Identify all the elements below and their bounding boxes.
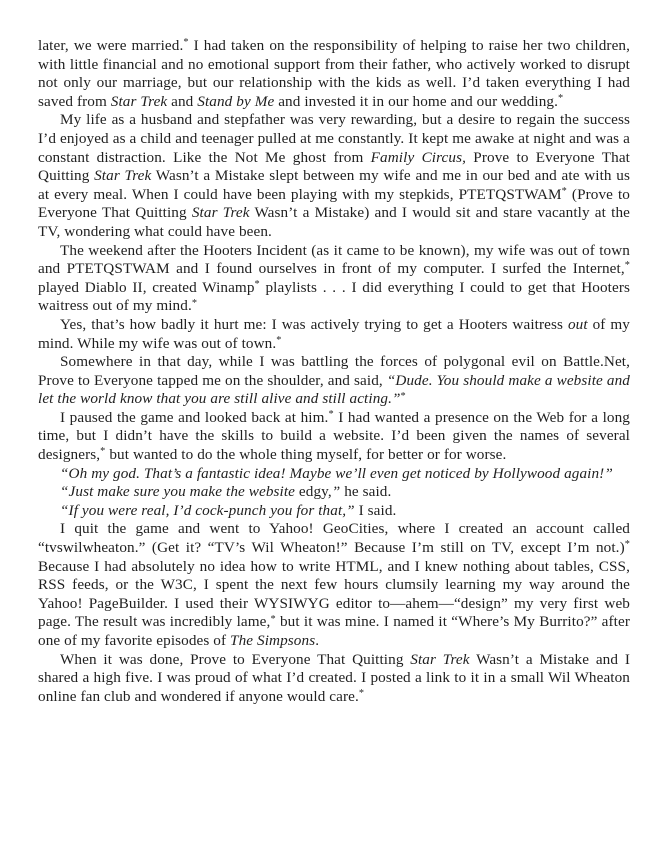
text-segment: . xyxy=(315,632,320,649)
footnote-marker: * xyxy=(276,334,282,346)
footnote-marker: * xyxy=(624,260,630,272)
text-segment: When it was done, Prove to Everyone That Quitting xyxy=(60,650,411,668)
footnote-marker: * xyxy=(191,297,198,309)
text-segment: Somewhere in that day, while I was battling the forces of polygonal evil on Battle.Net, Prove to Everyone tapped me on the shoulder, and said, xyxy=(38,353,630,389)
paragraph xyxy=(38,37,630,111)
text-segment: I said. xyxy=(354,501,397,519)
text-segment: but it was mine. I named it “Where’s My Burrito?” after one of my favorite episodes of xyxy=(38,613,631,649)
paragraph xyxy=(38,111,630,241)
text-segment: playlists . . . I did everything I could to get that Hooters waitress out of my mind. xyxy=(38,278,630,315)
italic-text: Family Circus, xyxy=(370,148,467,166)
italic-text: “Just make sure you make the website xyxy=(60,483,299,501)
text-segment: The weekend after the Hooters Incident (as it came to be known), my wife was out of town and PTETQSTWAM and I found ourselves in front of my computer. I surfed the Internet, xyxy=(38,241,630,278)
text-segment: My life as a husband and stepfather was very rewarding, but a desire to regain the success I’d enjoyed as a child and teenager pulled at me constantly. It kept me awake at night and was a constant distraction. Like the Not Me ghost from xyxy=(38,111,630,166)
italic-text: out xyxy=(567,315,588,333)
text-segment: and invested it in our home and our wedding. xyxy=(274,92,559,110)
text-segment: of my mind. While my wife was out of town. xyxy=(38,315,630,352)
paragraph xyxy=(38,465,630,484)
text-segment: edgy, xyxy=(298,483,332,501)
text-segment: Yes, that’s how badly it hurt me: I was actively trying to get a Hooters waitress xyxy=(60,315,568,333)
text-segment: Prove to Everyone That Quitting xyxy=(38,148,631,185)
footnote-marker: * xyxy=(558,93,564,105)
footnote-marker: * xyxy=(358,688,365,700)
text-segment: I quit the game and went to Yahoo! GeoCities, where I created an account called “tvswilwheaton.” (Get it? “TV’s Wil Wheaton!” Because I’m still on TV, except I’m not.) xyxy=(38,520,630,557)
text-segment: later, we were married. xyxy=(38,37,184,54)
italic-text: Star Trek xyxy=(110,92,168,110)
italic-text: Star Trek xyxy=(410,650,470,668)
text-segment: he said. xyxy=(340,483,392,501)
footnote-marker: * xyxy=(328,409,334,421)
text-segment: (Prove to Everyone That Quitting xyxy=(38,185,630,222)
paragraph xyxy=(38,242,630,316)
footnote-marker: * xyxy=(100,446,106,458)
footnote-marker: * xyxy=(270,613,276,625)
italic-text: ” xyxy=(331,483,341,501)
italic-text: Stand by Me xyxy=(197,92,275,110)
text-segment: Wasn’t a Mistake slept between my wife and me in our bed and ate with us at every meal. When I could have been playing with my stepkids, PTETQSTWAM xyxy=(38,167,631,203)
text-segment: I paused the game and looked back at him. xyxy=(60,408,329,426)
italic-text: Star Trek xyxy=(94,167,152,185)
text-segment: Because I had absolutely no idea how to write HTML, and I knew nothing about tables, CSS, RSS feeds, or the W3C, I spent the next few hours clumsily learning my way around the Yahoo! PageBuilder. I used their WYSIWYG editor to—ahem—“design” my very first web page. The result was incredibly lame, xyxy=(38,557,630,631)
text-segment: I had wanted a presence on the Web for a long time, but I didn’t have the skills to build a website. I’d been given the names of several designers, xyxy=(38,408,630,464)
paragraph xyxy=(38,502,630,521)
italic-text: “If you were real, I’d cock-punch you for that,” xyxy=(60,501,355,519)
footnote-marker: * xyxy=(624,539,630,551)
paragraph xyxy=(38,353,630,409)
paragraph xyxy=(38,520,630,650)
footnote-marker: * xyxy=(183,37,189,49)
text-segment: but wanted to do the whole thing myself, for better or for worse. xyxy=(105,446,507,464)
footnote-marker: * xyxy=(400,390,406,402)
text-segment: I had taken on the responsibility of helping to raise her two children, with little financial and no emotional support from their father, who actively worked to disrupt not only our marriage, but our relationship with the kids as well. I’d taken everything I had saved from xyxy=(38,37,630,110)
page-text xyxy=(38,37,630,706)
paragraph xyxy=(38,483,630,502)
italic-text: Star Trek xyxy=(191,204,250,222)
text-segment: Wasn’t a Mistake) and I would sit and stare vacantly at the TV, wondering what could have been. xyxy=(38,204,630,240)
paragraph xyxy=(38,316,630,353)
italic-text: “Dude. You should make a website and let the world know that you are still alive and still acting.” xyxy=(38,371,630,408)
footnote-marker: * xyxy=(254,279,260,291)
text-segment: played Diablo II, created Winamp xyxy=(38,278,255,296)
italic-text: The Simpsons xyxy=(230,632,316,649)
text-segment: Wasn’t a Mistake and I shared a high five. I was proud of what I’d created. I posted a link to it in a small Wil Wheaton online fan club and wondered if anyone would care. xyxy=(38,650,630,705)
italic-text: “Oh my god. That’s a fantastic idea! Maybe we’ll even get noticed by Hollywood again!” xyxy=(60,464,613,482)
text-segment: and xyxy=(167,92,198,110)
paragraph xyxy=(38,409,630,465)
footnote-marker: * xyxy=(561,186,567,198)
paragraph xyxy=(38,651,630,707)
